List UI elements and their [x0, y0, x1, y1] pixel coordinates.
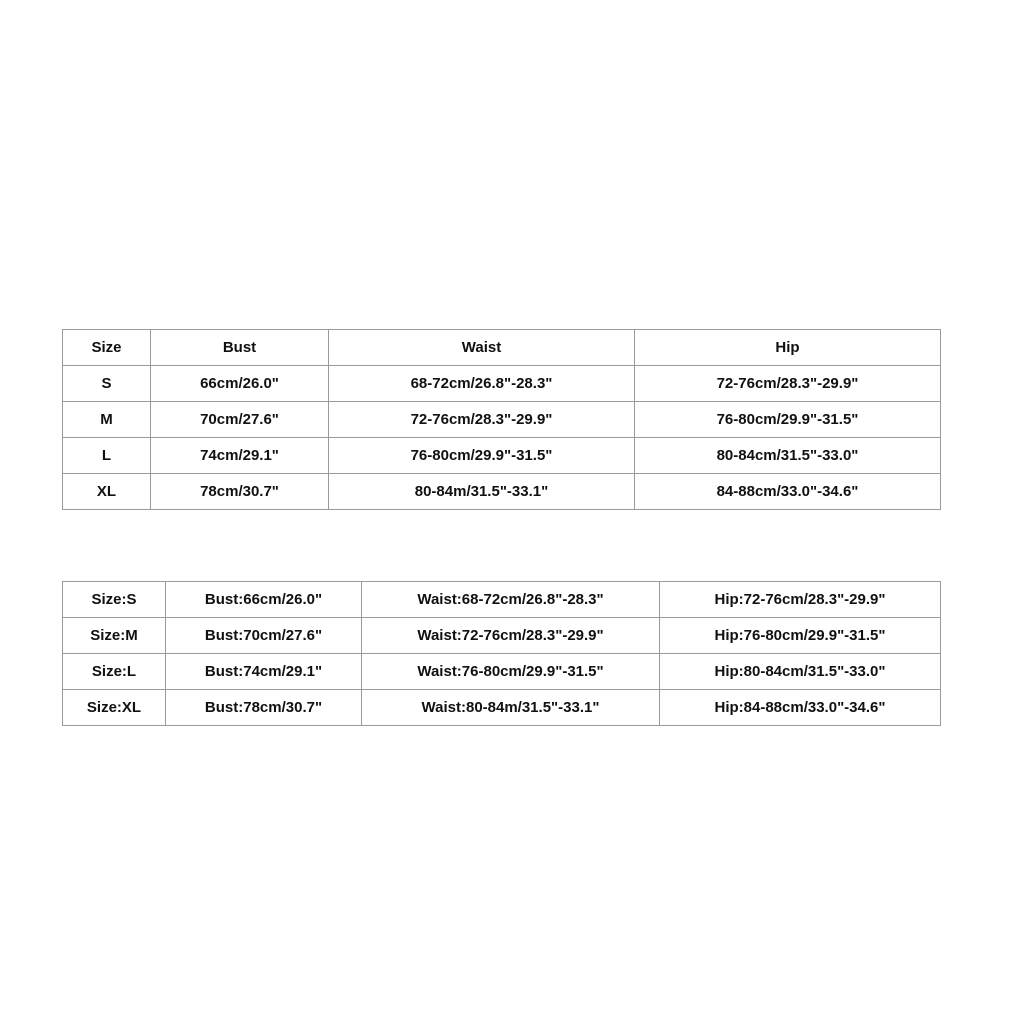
- bust-cell: 70cm/27.6": [151, 402, 329, 438]
- waist-cell: 68-72cm/26.8"-28.3": [329, 366, 635, 402]
- size-cell: Size:L: [63, 654, 166, 690]
- size-chart-table-cm-inch: [62, 329, 941, 510]
- header-hip: Hip: [635, 330, 941, 366]
- bust-cell: Bust:78cm/30.7": [166, 690, 362, 726]
- bust-cell: 78cm/30.7": [151, 474, 329, 510]
- table-row: [63, 618, 941, 654]
- bust-cell: Bust:70cm/27.6": [166, 618, 362, 654]
- hip-cell: 84-88cm/33.0"-34.6": [635, 474, 941, 510]
- header-bust: Bust: [151, 330, 329, 366]
- table-row: [63, 366, 941, 402]
- table-row: [63, 654, 941, 690]
- size-cell: S: [63, 366, 151, 402]
- size-cell: Size:XL: [63, 690, 166, 726]
- hip-cell: Hip:76-80cm/29.9"-31.5": [660, 618, 941, 654]
- table-row: [63, 690, 941, 726]
- hip-cell: Hip:84-88cm/33.0"-34.6": [660, 690, 941, 726]
- hip-cell: 80-84cm/31.5"-33.0": [635, 438, 941, 474]
- table-header-row: [63, 330, 941, 366]
- size-cell: Size:S: [63, 582, 166, 618]
- size-cell: XL: [63, 474, 151, 510]
- waist-cell: Waist:68-72cm/26.8"-28.3": [362, 582, 660, 618]
- waist-cell: 76-80cm/29.9"-31.5": [329, 438, 635, 474]
- header-waist: Waist: [329, 330, 635, 366]
- hip-cell: Hip:72-76cm/28.3"-29.9": [660, 582, 941, 618]
- bust-cell: Bust:66cm/26.0": [166, 582, 362, 618]
- table-row: [63, 402, 941, 438]
- table-row: [63, 438, 941, 474]
- waist-cell: Waist:76-80cm/29.9"-31.5": [362, 654, 660, 690]
- waist-cell: Waist:72-76cm/28.3"-29.9": [362, 618, 660, 654]
- hip-cell: Hip:80-84cm/31.5"-33.0": [660, 654, 941, 690]
- hip-cell: 76-80cm/29.9"-31.5": [635, 402, 941, 438]
- waist-cell: 72-76cm/28.3"-29.9": [329, 402, 635, 438]
- table-row: [63, 582, 941, 618]
- size-cell: Size:M: [63, 618, 166, 654]
- bust-cell: Bust:74cm/29.1": [166, 654, 362, 690]
- bust-cell: 66cm/26.0": [151, 366, 329, 402]
- hip-cell: 72-76cm/28.3"-29.9": [635, 366, 941, 402]
- table-row: [63, 474, 941, 510]
- size-cell: M: [63, 402, 151, 438]
- waist-cell: 80-84m/31.5"-33.1": [329, 474, 635, 510]
- waist-cell: Waist:80-84m/31.5"-33.1": [362, 690, 660, 726]
- bust-cell: 74cm/29.1": [151, 438, 329, 474]
- size-cell: L: [63, 438, 151, 474]
- header-size: Size: [63, 330, 151, 366]
- size-chart-table-labeled: [62, 581, 941, 726]
